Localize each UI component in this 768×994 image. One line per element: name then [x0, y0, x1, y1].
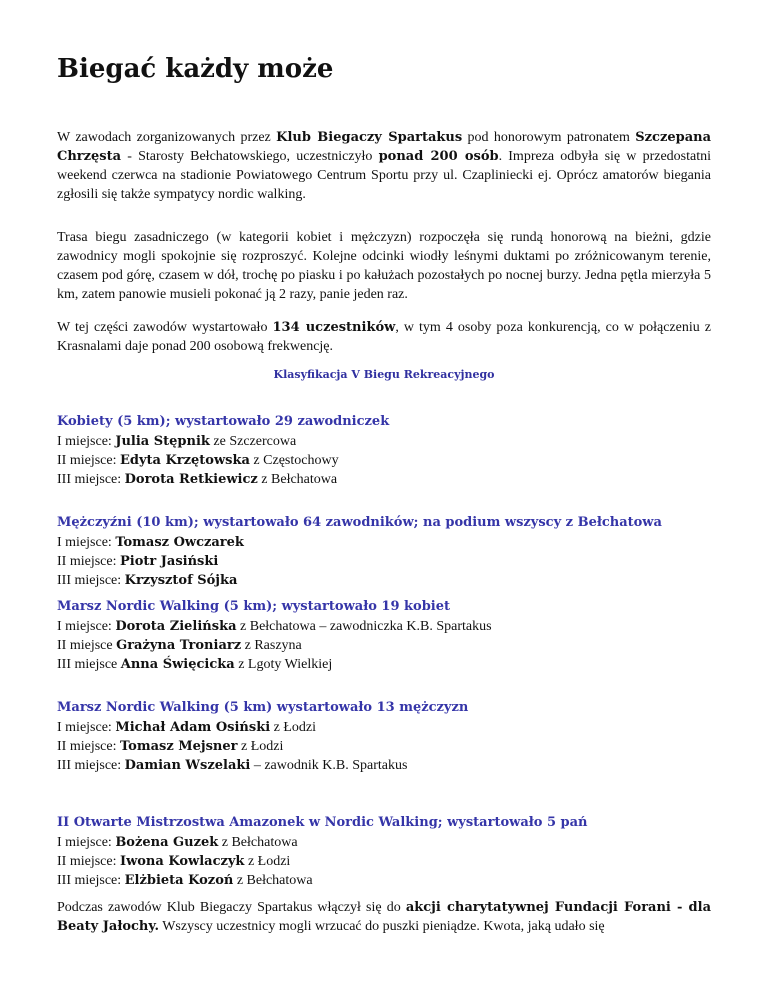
results-amazons — [57, 813, 717, 890]
result-row: III miejsce: Elżbieta Kozoń z Bełchatowa — [57, 873, 313, 888]
result-row: III miejsce Anna Święcicka z Lgoty Wielkiej — [57, 657, 333, 672]
page-title: Biegać każdy może — [57, 54, 334, 84]
result-row: II miejsce Grażyna Troniarz z Raszyna — [57, 638, 302, 653]
intro-paragraph: W zawodach zorganizowanych przez Klub Biegaczy Spartakus pod honorowym patronatem Szczepana Chrzęsta - Starosty Bełchatowskiego, uczestniczyło ponad 200 osób. Impreza odbyła się w przedostatni weekend czerwca na stadionie Powiatowego Centrum Sportu przy ul. Czapliniecki ej. Oprócz amatorów biegania zgłosili się także sympatycy nordic walking. — [57, 130, 711, 202]
charity-paragraph: Podczas zawodów Klub Biegaczy Spartakus włączył się do akcji charytatywnej Fundacji Forani - dla Beaty Jałochy. Wszyscy uczestnicy mogli wrzucać do puszki pieniądze. Kwota, jaką udało się — [57, 900, 711, 934]
route-paragraph: Trasa biegu zasadniczego (w kategorii kobiet i mężczyzn) rozpoczęła się rundą honorową na bieżni, gdzie zawodnicy mogli spokojnie się rozproszyć. Kolejne odcinki wiodły leśnymi duktami po zróżnicowanym terenie, czasem pod górę, czasem w dół, trochę po piasku i po kałużach pozostałych po nocnej burzy. Jedna pętla mierzyła 5 km, zatem panowie musieli pokonać ją 2 razy, panie jeden raz. — [57, 230, 711, 302]
result-row: II miejsce: Tomasz Mejsner z Łodzi — [57, 739, 284, 754]
result-row: I miejsce: Tomasz Owczarek — [57, 535, 244, 550]
results-nordic-women — [57, 597, 717, 674]
result-row: II miejsce: Edyta Krzętowska z Częstochowy — [57, 453, 339, 468]
results-nordic-men — [57, 698, 717, 775]
section-title: Kobiety (5 km); wystartowało 29 zawodniczek — [57, 414, 390, 429]
result-row: I miejsce: Michał Adam Osiński z Łodzi — [57, 720, 317, 735]
result-row: III miejsce: Damian Wszelaki – zawodnik K.B. Spartakus — [57, 758, 408, 773]
section-title: II Otwarte Mistrzostwa Amazonek w Nordic Walking; wystartowało 5 pań — [57, 815, 588, 830]
participants-paragraph: W tej części zawodów wystartowało 134 uczestników, w tym 4 osoby poza konkurencją, co w połączeniu z Krasnalami daje ponad 200 osobową frekwencję. — [57, 320, 711, 354]
results-women — [57, 412, 717, 489]
result-row: III miejsce: Dorota Retkiewicz z Bełchatowa — [57, 472, 338, 487]
result-row: II miejsce: Piotr Jasiński — [57, 554, 219, 569]
results-men — [57, 513, 717, 590]
result-row: I miejsce: Bożena Guzek z Bełchatowa — [57, 835, 298, 850]
classification-title: Klasyfikacja V Biegu Rekreacyjnego — [273, 368, 495, 381]
section-title: Marsz Nordic Walking (5 km) wystartowało 13 mężczyzn — [57, 700, 469, 715]
result-row: III miejsce: Krzysztof Sójka — [57, 573, 238, 588]
result-row: I miejsce: Dorota Zielińska z Bełchatowa – zawodniczka K.B. Spartakus — [57, 619, 492, 634]
section-title: Marsz Nordic Walking (5 km); wystartowało 19 kobiet — [57, 599, 450, 614]
result-row: I miejsce: Julia Stępnik ze Szczercowa — [57, 434, 297, 449]
result-row: II miejsce: Iwona Kowlaczyk z Łodzi — [57, 854, 291, 869]
section-title: Mężczyźni (10 km); wystartowało 64 zawodników; na podium wszyscy z Bełchatowa — [57, 515, 662, 530]
